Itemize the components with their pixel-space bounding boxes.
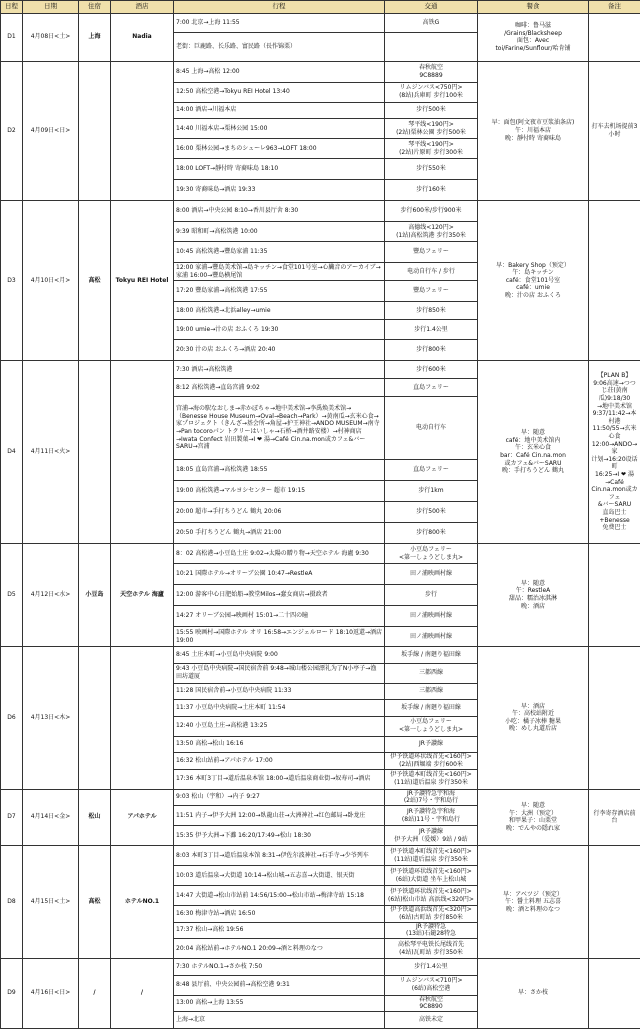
itinerary-cell: 12:00 游客中心日肥始船→教堂Milos→蠢女商店→摄政者 xyxy=(174,585,385,606)
meal-line: 早：随意 xyxy=(480,802,586,810)
itinerary-cell: 8:03 本町3丁目→道后温泉本馆 8:31→伊佐尔波神社→石手寺→少爷列车 xyxy=(174,846,385,866)
itinerary-cell: 宫浦→海の駅なおしま→赤かぼちゃ→地中美术馆→李禹焕美术馆→（Benesse House Museum→Oval→Beach→Park）→黄南瓜→玄米心食→家プロジェクト（きんざ→基会所→角屋→护王神社→ANDO MUSEUM→南寺→Pan tocoroパン トクリーはいしゃ→石桥→酒井路安楼）→村神商店→Iwata Confect 岩田製菓→I ❤ 湯→Café Cin.na.mon或カフェ&バーSARU→宫浦 xyxy=(174,397,385,460)
transport-cell xyxy=(385,1012,478,1029)
meal-line: 甜品：糯治冰淇淋 xyxy=(480,595,586,603)
notes-cell xyxy=(589,14,640,62)
transport-line: 高德线<120円> xyxy=(387,224,475,232)
date-cell: 4月15日<土> xyxy=(23,846,79,959)
transport-cell xyxy=(385,647,478,664)
meal-line: 早：酒店 xyxy=(480,703,586,711)
transport-line: 春秋航空 xyxy=(387,64,475,72)
itinerary-cell: 12:40 小豆島土庄→高松港 13:25 xyxy=(174,716,385,736)
meal-line: café：umie xyxy=(480,284,586,292)
meal-line: 早：アベツジ（预定） xyxy=(480,891,586,899)
meal-line: café：食堂101号室 xyxy=(480,277,586,285)
transport-line: 伊予大洲（爱媛）9站 / 9站 xyxy=(387,836,475,844)
transport-line: (2站)西堀端 步行600米 xyxy=(387,761,475,769)
transport-cell xyxy=(385,753,478,770)
city-cell: 松山 xyxy=(79,789,111,846)
hotel-cell: Nadia xyxy=(111,14,174,62)
date-cell: 4月16日<日> xyxy=(23,959,79,1029)
transport-cell xyxy=(385,922,478,939)
transport-line: 直島フェリー xyxy=(387,466,475,474)
day-cell: D2 xyxy=(1,61,23,201)
itinerary-cell: 13:00 高松→上海 13:55 xyxy=(174,995,385,1012)
note-line: 12:00→ANDO→家 xyxy=(591,441,638,456)
transport-cell xyxy=(385,502,478,523)
transport-cell xyxy=(385,263,478,281)
note-line: Cin.na.mon或カフェ xyxy=(591,486,638,501)
transport-line: 步行1.4公里 xyxy=(387,963,475,971)
itinerary-cell: 14:40 川福本店→栗林公园 15:00 xyxy=(174,119,385,139)
meal-line: 午：川福本店 xyxy=(480,127,586,135)
city-cell xyxy=(79,361,111,544)
transport-line: 9C8890 xyxy=(387,1003,475,1011)
transport-cell xyxy=(385,82,478,102)
day-cell: D8 xyxy=(1,846,23,959)
itinerary-cell: 20:00 超市→手打ちうどん 鶴丸 20:06 xyxy=(174,502,385,523)
transport-cell xyxy=(385,886,478,906)
transport-line: 伊予铁道环状线首先<160円> xyxy=(387,753,475,761)
transport-cell xyxy=(385,866,478,886)
notes-cell xyxy=(589,846,640,959)
transport-line: 琴平线<190円> xyxy=(387,121,475,129)
itinerary-cell: 16:00 栗林公园→まちのシューレ963→LOFT 18:00 xyxy=(174,139,385,159)
meal-line: 晚：めし丸道后店 xyxy=(480,725,586,733)
header-hotel: 酒店 xyxy=(111,1,174,14)
itinerary-cell: 17:20 豐島家浦→高松筑港 17:55 xyxy=(174,281,385,302)
city-cell: 上海 xyxy=(79,14,111,62)
day-cell: D9 xyxy=(1,959,23,1029)
note-line: 9:06高速→つつじ荘(黄南瓜)9:18/30 xyxy=(591,380,638,403)
itinerary-cell: 老街：巨鹿路、长乐路、富民路（長作锦栗） xyxy=(174,32,385,61)
table-row xyxy=(1,14,640,33)
transport-cell xyxy=(385,180,478,201)
transport-cell xyxy=(385,222,478,242)
transport-cell xyxy=(385,159,478,180)
meal-line: 咖啡：鲁马滋 xyxy=(480,22,586,30)
transport-cell xyxy=(385,663,478,683)
transport-line: JR予讃線 xyxy=(387,740,475,748)
transport-line: 琴平线<190円> xyxy=(387,141,475,149)
itinerary-cell: 19:30 寄裔味島→酒店 19:33 xyxy=(174,180,385,201)
meal-line: café：地中美术馆内 xyxy=(480,437,586,445)
itinerary-cell: 11:51 内子→伊予大洲 12:00→臥龍山荘→大洲神社→红色邮局→卧龙庄 xyxy=(174,806,385,826)
itinerary-cell: 14:47 大街道→松山市站前 14:56/15:00→松山市站→梅津寺站 15:18 xyxy=(174,886,385,906)
transport-cell xyxy=(385,939,478,959)
itinerary-cell: 9:39 昭和町→高松筑港 10:00 xyxy=(174,222,385,242)
meal-line: toi/Farine/Sunflour/哈肯铺 xyxy=(480,45,586,53)
transport-line: 田ノ浦映画村線 xyxy=(387,633,475,641)
itinerary-cell: 19:00 umie→汁の店 おふくろ 19:30 xyxy=(174,320,385,340)
itinerary-cell: 14:00 酒店→川福本店 xyxy=(174,102,385,119)
transport-line: 坂手線 / 南廻り福田線 xyxy=(387,704,475,712)
transport-cell xyxy=(385,361,478,379)
itinerary-cell: 18:00 高松筑港→北浜alley→umie xyxy=(174,302,385,320)
day-cell: D3 xyxy=(1,201,23,361)
transport-line: 田ノ浦映画村線 xyxy=(387,612,475,620)
transport-line: 电动自行车 xyxy=(387,424,475,432)
transport-cell xyxy=(385,242,478,263)
transport-cell xyxy=(385,340,478,361)
transport-line: <第一しょうどしま丸> xyxy=(387,554,475,562)
meal-line: 午：高校站附近 xyxy=(480,710,586,718)
transport-line: (4站)瓦町站 步行350米 xyxy=(387,949,475,957)
itinerary-cell: 15:35 伊予大洲→下灘 16:20/17:49→松山 18:30 xyxy=(174,826,385,846)
transport-cell xyxy=(385,397,478,460)
notes-cell xyxy=(589,647,640,790)
transport-cell xyxy=(385,61,478,82)
itinerary-cell: 18:00 LOFT→靜付時 寄裔味島 18:10 xyxy=(174,159,385,180)
transport-line: (6站)松山市站 高浜线<320円> xyxy=(387,896,475,904)
meal-line: 或カフェ&バーSARU xyxy=(480,460,586,468)
itinerary-cell: 13:50 高松→松山 16:16 xyxy=(174,736,385,753)
transport-line: 步行850米 xyxy=(387,307,475,315)
transport-cell xyxy=(385,846,478,866)
transport-cell xyxy=(385,789,478,806)
itinerary-cell: 14:27 オリーブ公园→映画村 15:01→二十四の瞳 xyxy=(174,606,385,627)
transport-line: 春秋航空 xyxy=(387,996,475,1004)
itinerary-cell: 8:00 酒店→中央公园 8:10→香川县厅舍 8:30 xyxy=(174,201,385,222)
meal-line: 早：随意 xyxy=(480,580,586,588)
transport-line: 田ノ浦映画村線 xyxy=(387,570,475,578)
transport-line: JR予讃線 xyxy=(387,828,475,836)
day-cell: D5 xyxy=(1,544,23,647)
transport-line: JR予讃特急宇和海 xyxy=(387,808,475,816)
transport-line: 步行160米 xyxy=(387,186,475,194)
transport-line: 坂手線 / 南廻り福田線 xyxy=(387,651,475,659)
transport-line: (11站)道后温泉 步行350米 xyxy=(387,856,475,864)
transport-line: 9C8889 xyxy=(387,72,475,80)
meals-cell xyxy=(478,201,589,361)
transport-line: 步行 xyxy=(387,591,475,599)
itinerary-cell: 18:05 直岛宫浦→高松筑港 18:55 xyxy=(174,460,385,481)
transport-cell xyxy=(385,700,478,717)
table-row xyxy=(1,361,640,379)
transport-line: 步行800米 xyxy=(387,529,475,537)
transport-line: 步行1.4公里 xyxy=(387,326,475,334)
meal-line: 小吃：橘子冰棒 糖果 xyxy=(480,718,586,726)
notes-cell xyxy=(589,544,640,647)
city-cell xyxy=(79,647,111,790)
itinerary-cell: 20:04 高松站前→ホテルNO.1 20:09→酒と料理のなつ xyxy=(174,939,385,959)
meal-line: 午：大洲（预定） xyxy=(480,810,586,818)
transport-line: 高铁未定 xyxy=(387,1016,475,1024)
transport-cell xyxy=(385,544,478,564)
day-cell: D6 xyxy=(1,647,23,790)
note-line: 【PLAN B】 xyxy=(591,372,638,380)
transport-line: 伊予铁道环状线首先<160円> xyxy=(387,868,475,876)
transport-line: 伊予铁道本町线首先<160円> xyxy=(387,848,475,856)
itinerary-cell: 10:45 高松筑港→豐島家浦 11:35 xyxy=(174,242,385,263)
transport-line: 伊予铁道环状线首先<160円> xyxy=(387,888,475,896)
transport-cell xyxy=(385,302,478,320)
transport-line: 小豆島フェリー xyxy=(387,546,475,554)
meal-line: 晚：でんやの隱れ家 xyxy=(480,825,586,833)
note-line: 打车去机场提前3小时 xyxy=(591,123,638,138)
meals-cell xyxy=(478,61,589,201)
hotel-cell xyxy=(111,361,174,544)
transport-line: (6站)大街道 坐车上松山城 xyxy=(387,876,475,884)
header-meals: 餐食 xyxy=(478,1,589,14)
itinerary-cell: 7:30 ホテルNO.1→さか枝 7:50 xyxy=(174,959,385,976)
meal-line: 早：Bakery Shop（预定） xyxy=(480,262,586,270)
meal-line: 晚：靜付時 寄裔味島 xyxy=(480,135,586,143)
date-cell: 4月13日<木> xyxy=(23,647,79,790)
notes-cell xyxy=(589,201,640,361)
city-cell: 高松 xyxy=(79,846,111,959)
table-row xyxy=(1,846,640,866)
transport-cell xyxy=(385,959,478,976)
transport-line: (11站)道后温泉 步行350米 xyxy=(387,779,475,787)
table-row xyxy=(1,61,640,82)
transport-line: 伊予铁道高浜线首先<320円> xyxy=(387,906,475,914)
transport-cell xyxy=(385,606,478,627)
transport-line: (13站)石鎚28特急 xyxy=(387,930,475,938)
meals-cell xyxy=(478,647,589,790)
itinerary-cell: 上海→北京 xyxy=(174,1012,385,1029)
transport-cell xyxy=(385,119,478,139)
header-transport: 交通 xyxy=(385,1,478,14)
note-line: 行李寄存酒店前台 xyxy=(591,810,638,825)
header-notes: 备注 xyxy=(589,1,640,14)
meal-line: 早：随意 xyxy=(480,429,586,437)
itinerary-cell: 8:45 土庄本町→小豆島中央病院 9:00 xyxy=(174,647,385,664)
meal-line: 和甲果子：山栗堂 xyxy=(480,817,586,825)
transport-line: 步行500米 xyxy=(387,508,475,516)
transport-line: 小豆島フェリー xyxy=(387,718,475,726)
transport-cell xyxy=(385,481,478,502)
city-cell: / xyxy=(79,959,111,1029)
itinerary-cell: 11:28 国民宿舎前→小豆島中央病院 11:33 xyxy=(174,683,385,700)
header-itinerary: 行程 xyxy=(174,1,385,14)
transport-line: リムジンバス<710円> xyxy=(387,977,475,985)
hotel-cell xyxy=(111,61,174,201)
transport-cell xyxy=(385,460,478,481)
transport-line: (2站)片原町 步行300米 xyxy=(387,149,475,157)
transport-cell xyxy=(385,627,478,647)
transport-cell xyxy=(385,523,478,544)
note-line: 免费巴士 xyxy=(591,524,638,532)
city-cell: 高松 xyxy=(79,201,111,361)
notes-cell xyxy=(589,361,640,544)
itinerary-cell: 7:00 北京→上海 11:55 xyxy=(174,14,385,33)
transport-cell xyxy=(385,379,478,397)
itinerary-cell: 20:50 手打ちうどん 鶴丸→酒店 21:00 xyxy=(174,523,385,544)
itinerary-cell: 10:03 道后温泉→大街道 10:14→松山城→五志喜→大街道、银天街 xyxy=(174,866,385,886)
transport-line: 直島フェリー xyxy=(387,384,475,392)
note-line: 9:37/11:42→本村港 xyxy=(591,410,638,425)
hotel-cell: アパホテル xyxy=(111,789,174,846)
day-cell: D7 xyxy=(1,789,23,846)
transport-line: (6站)古町站 步行850米 xyxy=(387,914,475,922)
transport-line: (6站)高松空港 xyxy=(387,985,475,993)
transport-line: (2站)7号・宇和島行 xyxy=(387,797,475,805)
notes-cell xyxy=(589,959,640,1029)
itinerary-cell: 16:30 梅津寺站→酒店 16:50 xyxy=(174,906,385,923)
itinerary-cell: 7:30 酒店→高松筑港 xyxy=(174,361,385,379)
table-row xyxy=(1,647,640,664)
transport-cell xyxy=(385,736,478,753)
transport-cell xyxy=(385,139,478,159)
note-line: 直岛巴士+Benesse xyxy=(591,509,638,524)
transport-cell xyxy=(385,769,478,789)
transport-cell xyxy=(385,716,478,736)
itinerary-cell: 8:12 高松筑港→直岛宫浦 9:02 xyxy=(174,379,385,397)
meal-line: 午：醤土料理 五志喜 xyxy=(480,898,586,906)
note-line: 计划→16:20设话町 xyxy=(591,456,638,471)
table-row xyxy=(1,959,640,976)
header-city: 住宿 xyxy=(79,1,111,14)
notes-cell xyxy=(589,61,640,201)
transport-line: 步行500米 xyxy=(387,106,475,114)
itinerary-cell: 9:03 松山（宇和）→内子 9:27 xyxy=(174,789,385,806)
itinerary-cell: 17:36 本町3丁目→道后温泉本馆 18:00→道后温泉商业街→奴寿司→酒店 xyxy=(174,769,385,789)
transport-line: 步行600米/步行900米 xyxy=(387,207,475,215)
header-day: 日程 xyxy=(1,1,23,14)
header-row xyxy=(1,1,640,14)
meal-line: 晚：手打ちうどん 鶴丸 xyxy=(480,467,586,475)
table-row xyxy=(1,789,640,806)
date-cell: 4月08日<土> xyxy=(23,14,79,62)
itinerary-cell: 8:48 县厅前、中央公园前→高松空港 9:31 xyxy=(174,975,385,995)
transport-cell xyxy=(385,564,478,585)
table-row xyxy=(1,544,640,564)
transport-cell xyxy=(385,826,478,846)
meal-line: 面包：Avec xyxy=(480,37,586,45)
meals-cell xyxy=(478,846,589,959)
note-line: 16:25→I ❤ 湯→Café xyxy=(591,471,638,486)
meal-line: bar：Café Cin.na.mon xyxy=(480,452,586,460)
meal-line: 早：さか枝 xyxy=(480,989,586,997)
meal-line: /Grains/Blacksheep xyxy=(480,30,586,38)
transport-line: (8站)兵庫町 步行100米 xyxy=(387,92,475,100)
meal-line: 午：島キッチン xyxy=(480,269,586,277)
meal-line: 午：RestleA xyxy=(480,587,586,595)
hotel-cell xyxy=(111,647,174,790)
meal-line: 早：面包(阿文夜市豆浆油条店) xyxy=(480,119,586,127)
itinerary-cell: 8:45 上海→高松 12:00 xyxy=(174,61,385,82)
transport-line: リムジンバス<750円> xyxy=(387,84,475,92)
itinerary-cell: 10:21 国際ホテル→オリーブ公園 10:47→RestleA xyxy=(174,564,385,585)
date-cell: 4月11日<火> xyxy=(23,361,79,544)
meals-cell xyxy=(478,544,589,647)
itinerary-cell: 12:00 家浦→豐島美术馆→島キッチン→食堂101号室→心臟音のアーカイブ→家浦 16:00→豐島横尾馆 xyxy=(174,263,385,281)
transport-cell xyxy=(385,683,478,700)
meal-line: 晚：汁の店 おふくろ xyxy=(480,292,586,300)
date-cell: 4月12日<水> xyxy=(23,544,79,647)
itinerary-cell: 9:43 小豆島中央病院→国民宿舎前 9:48→城山楼公园漂礼为了N小亭子→渔田坊道厦 xyxy=(174,663,385,683)
hotel-cell: ホテルNO.1 xyxy=(111,846,174,959)
transport-line: (1站)高松筑港 步行350米 xyxy=(387,232,475,240)
meals-cell xyxy=(478,789,589,846)
header-date: 日期 xyxy=(23,1,79,14)
meals-cell xyxy=(478,14,589,62)
itinerary-cell: 15:55 映画村→国際ホテル オリ 16:58→エンジェルロード 18:10返還→酒店 19:00 xyxy=(174,627,385,647)
meal-line: 晚：酒と料理のなつ xyxy=(480,906,586,914)
transport-line: <第一しょうどしま丸> xyxy=(387,726,475,734)
meal-line: 晚：酒店 xyxy=(480,603,586,611)
transport-line: 三都西線 xyxy=(387,669,475,677)
transport-line: 步行600米 xyxy=(387,366,475,374)
city-cell: 小豆岛 xyxy=(79,544,111,647)
itinerary-cell: 16:32 松山站前→アパホテル 17:00 xyxy=(174,753,385,770)
city-cell xyxy=(79,61,111,201)
hotel-cell: 天空ホテル 海廬 xyxy=(111,544,174,647)
meal-line: 午：玄米心食 xyxy=(480,444,586,452)
transport-line: 电动自行车 / 步行 xyxy=(387,268,475,276)
transport-line: (8站)11号・宇和島行 xyxy=(387,816,475,824)
transport-cell xyxy=(385,281,478,302)
notes-cell xyxy=(589,789,640,846)
transport-line: 伊予铁道本町线首先<160円> xyxy=(387,771,475,779)
date-cell: 4月10日<月> xyxy=(23,201,79,361)
transport-cell xyxy=(385,102,478,119)
table-row xyxy=(1,201,640,222)
transport-cell xyxy=(385,906,478,923)
note-line: &バーSARU xyxy=(591,501,638,509)
transport-line: 高铁G xyxy=(387,19,475,27)
transport-line: 步行800米 xyxy=(387,346,475,354)
itinerary-cell: 17:37 松山→高松 19:56 xyxy=(174,922,385,939)
transport-cell xyxy=(385,201,478,222)
note-line: 11:50/55→玄米心食 xyxy=(591,425,638,440)
transport-cell xyxy=(385,995,478,1012)
day-cell: D4 xyxy=(1,361,23,544)
date-cell: 4月14日<金> xyxy=(23,789,79,846)
transport-line: 步行1km xyxy=(387,487,475,495)
transport-line: 步行550米 xyxy=(387,165,475,173)
transport-line: 豐島フェリー xyxy=(387,287,475,295)
note-line: →地中美术馆 xyxy=(591,403,638,411)
transport-cell xyxy=(385,14,478,33)
transport-cell xyxy=(385,585,478,606)
itinerary-body xyxy=(1,14,640,1029)
transport-cell xyxy=(385,975,478,995)
transport-line: 三都西線 xyxy=(387,687,475,695)
transport-cell xyxy=(385,32,478,61)
itinerary-cell: 12:50 高松空港→Tokyu REI Hotel 13:40 xyxy=(174,82,385,102)
itinerary-cell: 19:00 高松筑港→マルヨシセンター 超市 19:15 xyxy=(174,481,385,502)
itinerary-cell: 11:37 小豆島中央病院→土庄本町 11:54 xyxy=(174,700,385,717)
transport-line: 豐島フェリー xyxy=(387,248,475,256)
meals-cell xyxy=(478,959,589,1029)
transport-line: 高松琴平电铁长尾线首先 xyxy=(387,941,475,949)
day-cell: D1 xyxy=(1,14,23,62)
date-cell: 4月09日<日> xyxy=(23,61,79,201)
transport-cell xyxy=(385,320,478,340)
hotel-cell: Tokyu REI Hotel xyxy=(111,201,174,361)
transport-line: JR予讃特急宇和海 xyxy=(387,790,475,798)
itinerary-cell: 8：02 高松港→小豆島土庄 9:02→太陽の贈り物→天空ホテル 海廬 9:30 xyxy=(174,544,385,564)
transport-cell xyxy=(385,806,478,826)
itinerary-cell: 20:30 汁の店 おふくろ→酒店 20:40 xyxy=(174,340,385,361)
transport-line: (2站)栗林公園 步行500米 xyxy=(387,129,475,137)
transport-line: JR予讃特急 xyxy=(387,923,475,931)
hotel-cell: / xyxy=(111,959,174,1029)
meals-cell xyxy=(478,361,589,544)
